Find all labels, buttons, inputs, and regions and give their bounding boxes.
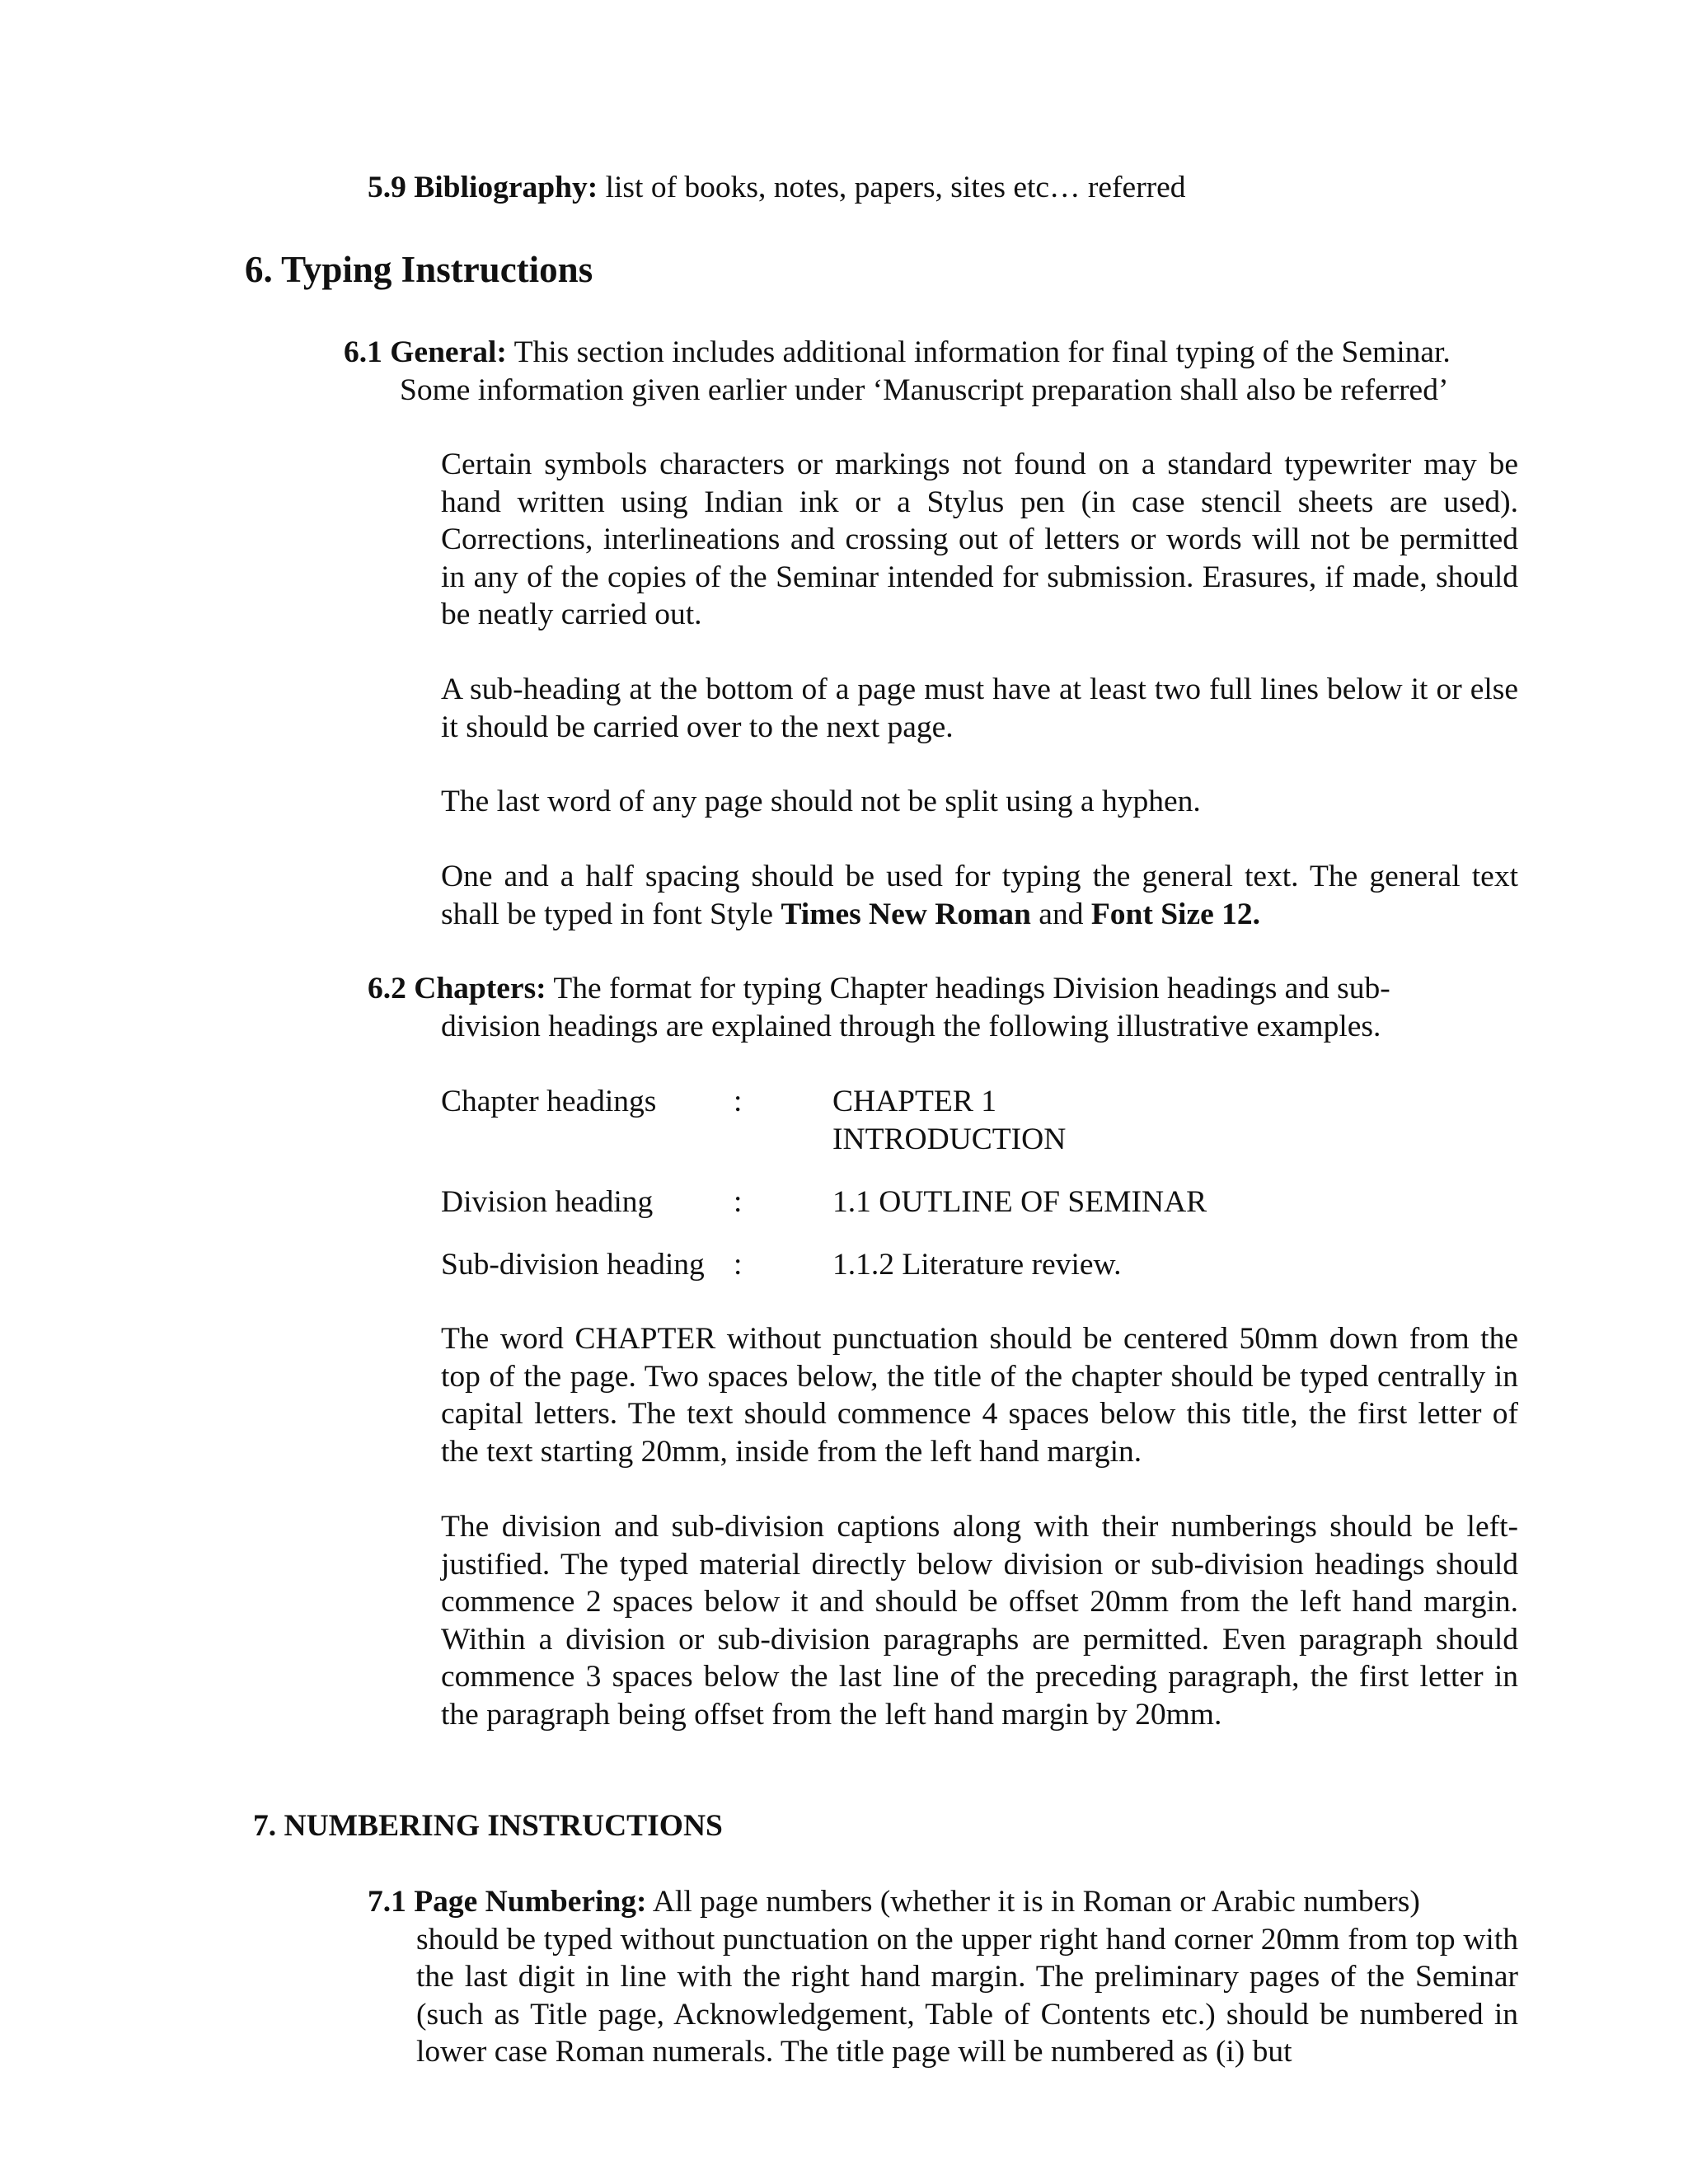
page-numbering-label: 7.1 Page Numbering: (368, 1885, 647, 1919)
paragraph-hyphen: The last word of any page should not be split using a hyphen. (441, 785, 1201, 818)
chapters-line2: division headings are explained through the following illustrative examples. (441, 1009, 1381, 1043)
general-subsection (344, 334, 1518, 409)
example-value: 1.1.2 Literature review. (832, 1248, 1122, 1282)
general-label: 6.1 General: (344, 335, 507, 369)
paragraph-subheading: A sub-heading at the bottom of a page must have at least two full lines below it or else it should be carried over to the next page. (441, 673, 1518, 744)
example-value (832, 1083, 1066, 1158)
example-colon: : (734, 1185, 743, 1219)
bibliography-label: 5.9 Bibliography: (368, 171, 598, 204)
paragraph-symbols: Certain symbols characters or markings not found on a standard typewriter may be hand written using Indian ink or a Stylus pen (in case stencil sheets are used). Corrections, interlineations and crossing out of letters or words will not be permitted in any of the copies of the Seminar intended for submission. Erasures, if made, should be neatly carried out. (441, 448, 1518, 631)
example-colon: : (734, 1248, 743, 1282)
example-label: Sub-division heading (441, 1248, 705, 1282)
example-value-line1: CHAPTER 1 (832, 1085, 996, 1118)
section-7-heading: 7. NUMBERING INSTRUCTIONS (253, 1809, 723, 1843)
example-colon: : (734, 1085, 743, 1118)
spacing-font-size: Font Size 12. (1090, 897, 1261, 931)
bibliography-text: list of books, notes, papers, sites etc… referred (598, 171, 1186, 204)
paragraph-chapter-word: The word CHAPTER without punctuation should be centered 50mm down from the top of the page. Two spaces below, the title of the chapter should be typed centrally in capital letters. The text should commence 4 spaces below this title, the first letter of the text starting 20mm, inside from the left hand margin. (441, 1322, 1518, 1469)
chapters-line1: The format for typing Chapter headings Division headings and sub- (546, 972, 1390, 1005)
general-line2: Some information given earlier under ‘Manuscript preparation shall also be referred’ (400, 373, 1449, 407)
example-value: 1.1 OUTLINE OF SEMINAR (832, 1185, 1207, 1219)
page-numbering-line1: All page numbers (whether it is in Roman or Arabic numbers) (646, 1885, 1420, 1919)
page-numbering-rest: should be typed without punctuation on the upper right hand corner 20mm from top with the last digit in line with the right hand margin. The preliminary pages of the Seminar (such as Title page, Acknowledgement, Table of Contents etc.) should be numbered in lower case Roman numerals. The title page will be numbered as (i) but (416, 1922, 1518, 2069)
example-label: Division heading (441, 1185, 654, 1219)
page-numbering-subsection (368, 1883, 1518, 2071)
example-value-line2: INTRODUCTION (832, 1122, 1067, 1156)
chapters-subsection (368, 970, 1518, 1045)
chapters-label: 6.2 Chapters: (368, 972, 546, 1005)
example-label: Chapter headings (441, 1085, 657, 1118)
spacing-text-1: One and a half spacing should be used for typing the general text. The general text shall be typed in font Style (441, 860, 1518, 931)
bibliography-item (368, 169, 1522, 207)
spacing-text-2: and (1030, 897, 1091, 931)
spacing-font-style: Times New Roman (781, 897, 1031, 931)
general-line1: This section includes additional information for final typing of the Seminar. (506, 335, 1451, 369)
paragraph-spacing (441, 858, 1518, 933)
section-6-heading: 6. Typing Instructions (245, 249, 593, 290)
paragraph-division-captions: The division and sub-division captions along with their numberings should be left-justified. The typed material directly below division or sub-division headings should commence 2 spaces below it and should be offset 20mm from the left hand margin. Within a division or sub-division paragraphs are permitted. Even paragraph should commence 3 spaces below the last line of the preceding paragraph, the first letter in the paragraph being offset from the left hand margin by 20mm. (441, 1510, 1518, 1732)
